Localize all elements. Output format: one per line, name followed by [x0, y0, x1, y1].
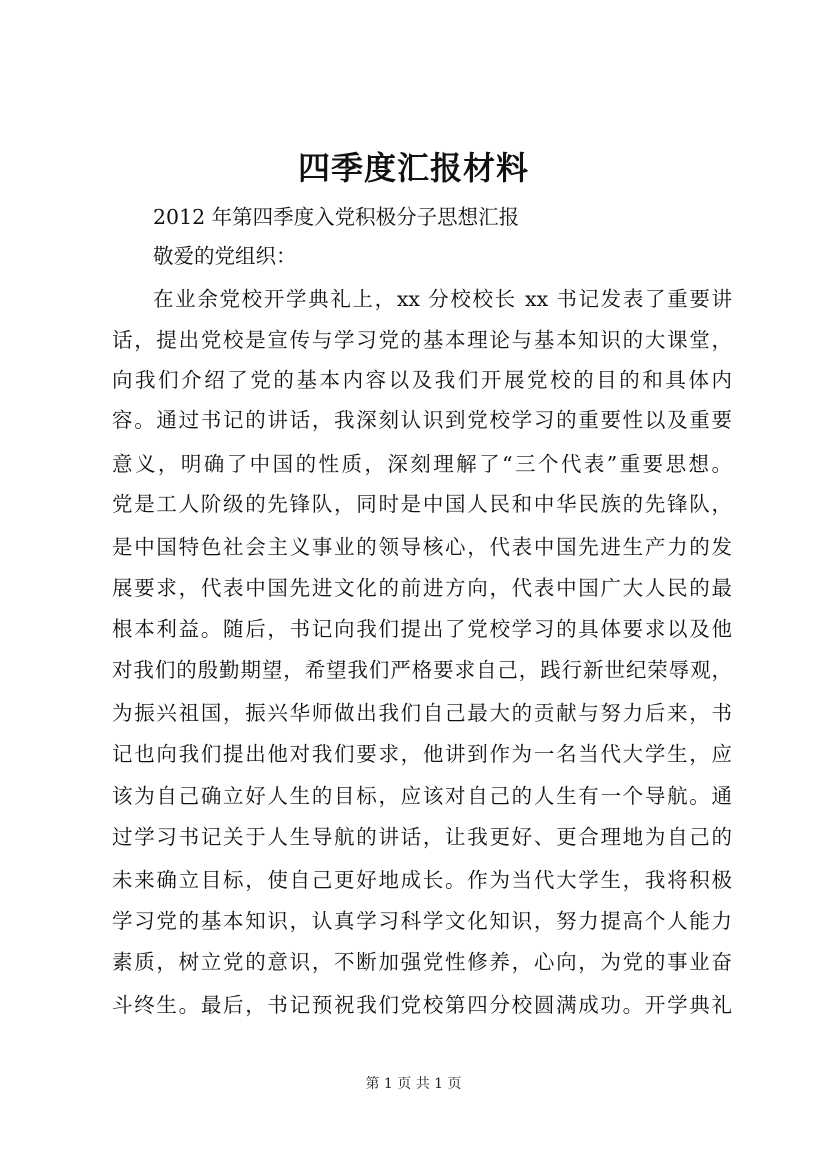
body-line: 学习党的基本知识，认真学习科学文化知识，努力提高个人能力 [112, 909, 732, 933]
body-line: 话，提出党校是宣传与学习党的基本理论与基本知识的大课堂， [112, 328, 732, 352]
body-line: 为振兴祖国，振兴华师做出我们自己最大的贡献与努力后来，书 [112, 701, 732, 725]
body-line: 向我们介绍了党的基本内容以及我们开展党校的目的和具体内 [112, 368, 732, 392]
body-line: 未来确立目标，使自己更好地成长。作为当代大学生，我将积极 [112, 868, 732, 892]
body-line: 容。通过书记的讲话，我深刻认识到党校学习的重要性以及重要 [112, 408, 732, 432]
body-line: 该为自己确立好人生的目标，应该对自己的人生有一个导航。通 [112, 784, 732, 808]
body-line: 党是工人阶级的先锋队，同时是中国人民和中华民族的先锋队， [112, 492, 732, 516]
body-line: 在业余党校开学典礼上，xx 分校校长 xx 书记发表了重要讲 [153, 287, 732, 311]
body-line: 意义，明确了中国的性质，深刻理解了“三个代表”重要思想。 [112, 452, 732, 476]
body-line: 过学习书记关于人生导航的讲话，让我更好、更合理地为自己的 [112, 825, 732, 849]
salutation: 敬爱的党组织： [153, 244, 297, 268]
body-line: 对我们的殷勤期望，希望我们严格要求自己，践行新世纪荣辱观， [112, 658, 732, 682]
body-line: 素质，树立党的意识，不断加强党性修养，心向，为党的事业奋 [112, 950, 732, 974]
body-line: 斗终生。最后，书记预祝我们党校第四分校圆满成功。开学典礼 [112, 993, 732, 1017]
body-line: 根本利益。随后，书记向我们提出了党校学习的具体要求以及他 [112, 617, 732, 641]
body-line: 展要求，代表中国先进文化的前进方向，代表中国广大人民的最 [112, 576, 732, 600]
document-subtitle: 2012 年第四季度入党积极分子思想汇报 [153, 205, 520, 229]
body-line: 记也向我们提出他对我们要求，他讲到作为一名当代大学生，应 [112, 742, 732, 766]
document-title: 四季度汇报材料 [297, 149, 529, 187]
body-line: 是中国特色社会主义事业的领导核心，代表中国先进生产力的发 [112, 535, 732, 559]
page-footer: 第 1 页 共 1 页 [365, 1076, 462, 1092]
